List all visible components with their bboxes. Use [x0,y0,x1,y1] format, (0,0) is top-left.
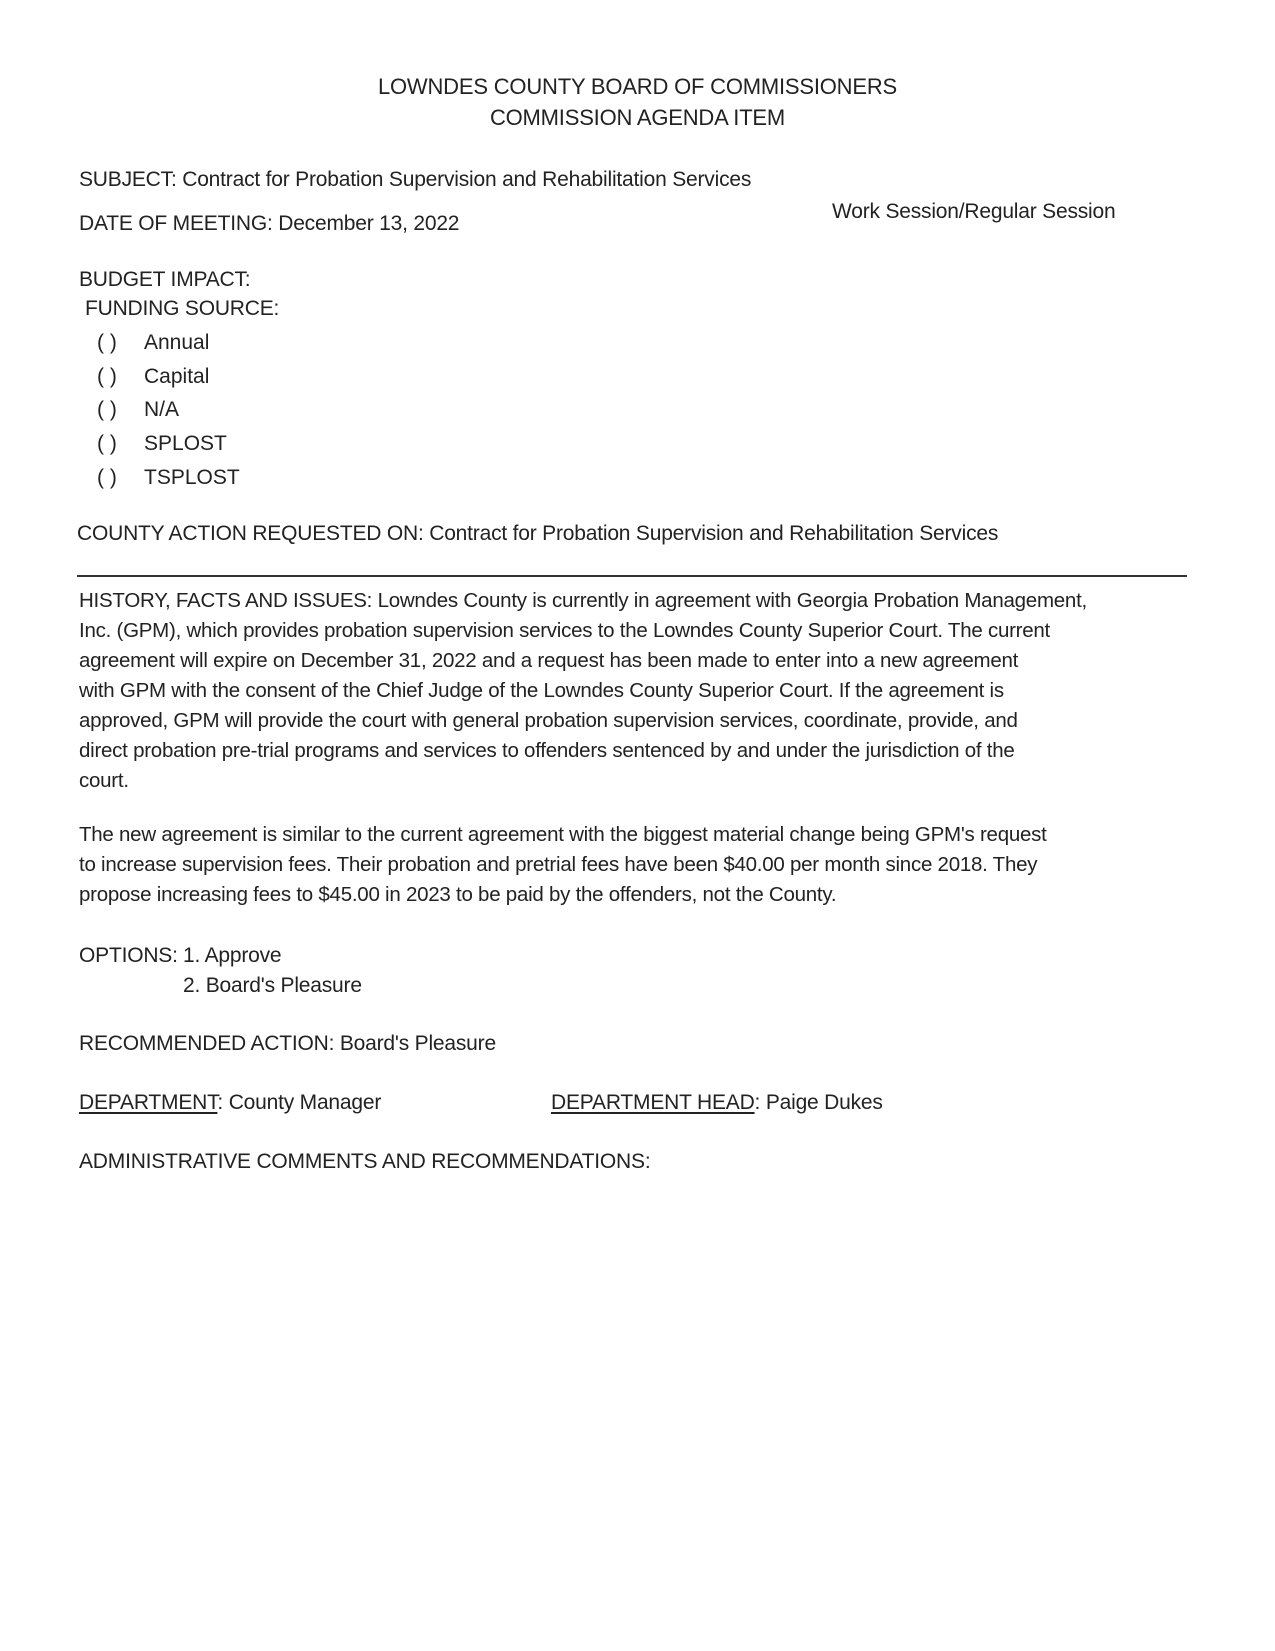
funding-option-label: N/A [144,398,180,421]
recommended-action-label: RECOMMENDED ACTION: [79,1032,335,1055]
checkbox-empty-icon[interactable]: ( ) [97,466,117,489]
funding-source-label: FUNDING SOURCE: [85,297,280,320]
department-label: DEPARTMENT [79,1091,218,1114]
recommended-action-value: Board's Pleasure [339,1032,496,1055]
department-line [79,1091,381,1115]
meeting-date-line [79,212,459,236]
session-type: Work Session/Regular Session [832,200,1116,223]
fees-line: to increase supervision fees. Their probation and pretrial fees have been $40.00 per month since 2018. They [79,853,1038,876]
department-value: : County Manager [217,1091,382,1114]
checkbox-empty-icon[interactable]: ( ) [97,398,117,421]
funding-option-label: Annual [144,331,210,354]
checkbox-empty-icon[interactable]: ( ) [97,365,117,388]
funding-option-annual[interactable] [97,331,297,359]
funding-option-label: Capital [144,365,210,388]
funding-option-label: SPLOST [144,432,227,455]
fees-line: propose increasing fees to $45.00 in 2023 to be paid by the offenders, not the County. [79,883,837,906]
history-line: court. [79,769,129,792]
subject-line [79,168,751,192]
action-requested-value: Contract for Probation Supervision and Rehabilitation Services [429,522,999,545]
fees-paragraph [79,820,1189,910]
fees-line: The new agreement is similar to the current agreement with the biggest material change being GPM's request [79,823,1047,846]
option-approve: 1. Approve [183,944,282,967]
section-divider [77,575,1187,577]
subject-value: Contract for Probation Supervision and Rehabilitation Services [182,168,752,191]
subject-label: SUBJECT: [79,168,177,191]
action-requested-label: COUNTY ACTION REQUESTED ON: [77,522,424,545]
department-head-value: : Paige Dukes [754,1091,883,1114]
recommended-action-line [79,1032,496,1056]
option-boards-pleasure: 2. Board's Pleasure [183,974,362,997]
org-title: LOWNDES COUNTY BOARD OF COMMISSIONERS [377,74,898,99]
document-title: COMMISSION AGENDA ITEM [489,105,786,130]
department-head-label: DEPARTMENT HEAD [551,1091,755,1114]
funding-option-splost[interactable] [97,432,297,460]
budget-impact-label: BUDGET IMPACT: [79,268,251,291]
history-line: direct probation pre-trial programs and services to offenders sentenced by and under the jurisdiction of the [79,739,1015,762]
options-label: OPTIONS: [79,944,178,967]
funding-option-tsplost[interactable] [97,466,297,494]
history-line: with GPM with the consent of the Chief Judge of the Lowndes County Superior Court. If the agreement is [79,679,1004,702]
admin-comments-label: ADMINISTRATIVE COMMENTS AND RECOMMENDATIONS: [79,1150,651,1173]
history-line: Inc. (GPM), which provides probation supervision services to the Lowndes County Superior Court. The current [79,619,1051,642]
action-requested-line [77,522,998,546]
checkbox-empty-icon[interactable]: ( ) [97,331,117,354]
funding-option-label: TSPLOST [144,466,240,489]
department-head-line [551,1091,883,1115]
meeting-date-value: December 13, 2022 [278,212,460,235]
history-line: approved, GPM will provide the court with general probation supervision services, coordinate, provide, and [79,709,1018,732]
funding-option-na[interactable] [97,398,297,426]
meeting-date-label: DATE OF MEETING: [79,212,273,235]
history-paragraph [79,586,1189,796]
checkbox-empty-icon[interactable]: ( ) [97,432,117,455]
funding-option-capital[interactable] [97,365,297,393]
history-line: HISTORY, FACTS AND ISSUES: Lowndes County is currently in agreement with Georgia Probation Management, [79,589,1087,612]
history-line: agreement will expire on December 31, 2022 and a request has been made to enter into a new agreement [79,649,1019,672]
